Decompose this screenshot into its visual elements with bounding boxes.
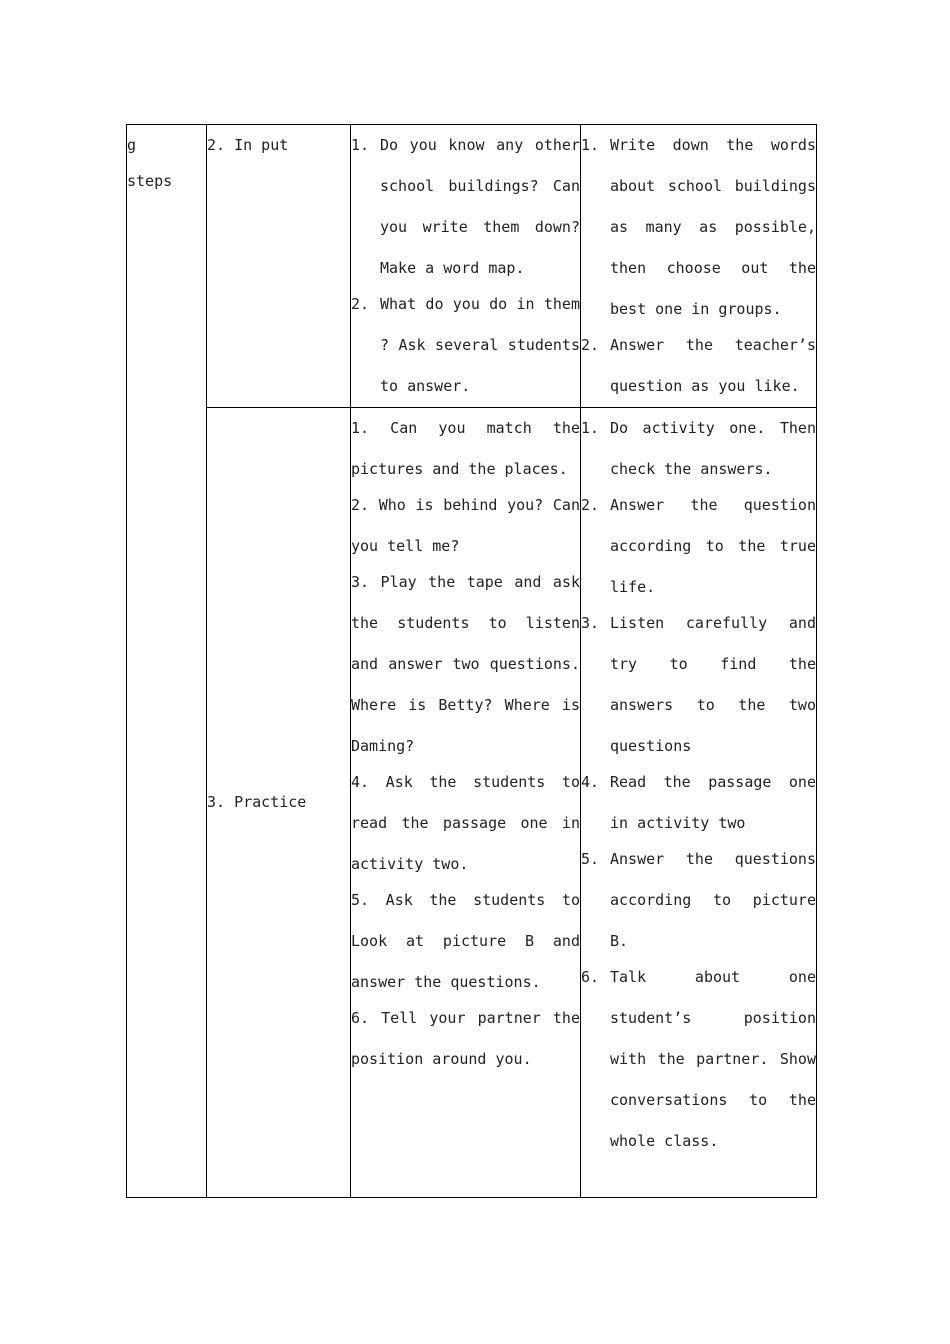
teacher-item: 5. Ask the students to Look at picture B and answer the questions. <box>351 891 580 991</box>
item-text: Read the passage one in activity two <box>610 773 816 832</box>
list-item <box>351 284 580 407</box>
item-number: 5. <box>581 850 600 868</box>
teacher-item: 2. Who is behind you? Can you tell me? <box>351 496 580 555</box>
step-cell-input <box>207 125 351 408</box>
teacher-activity-cell <box>351 408 581 1198</box>
step-label: 3. Practice <box>207 793 307 811</box>
list-item <box>351 125 580 289</box>
item-number: 2. <box>351 295 370 313</box>
list-item <box>581 762 816 844</box>
list-item <box>581 603 816 767</box>
teacher-item: 1. Can you match the pictures and the places. <box>351 419 580 478</box>
list-item <box>581 957 816 1162</box>
lesson-plan-table <box>126 124 817 1198</box>
stage-label-line: g <box>127 136 137 154</box>
teacher-item: 4. Ask the students to read the passage one in activity two. <box>351 773 580 873</box>
list-item <box>581 408 816 490</box>
item-number: 2. <box>581 336 600 354</box>
step-label: 2. In put <box>207 136 289 154</box>
item-text: Listen carefully and try to find the answers to the two questions <box>610 614 816 755</box>
item-text: Talk about one student’s position with the partner. Show conversations to the whole class. <box>610 968 816 1150</box>
item-number: 1. <box>581 136 600 154</box>
item-text: What do you do in them ? Ask several students to answer. <box>380 295 580 395</box>
teacher-item: 6. Tell your partner the position around you. <box>351 1009 580 1068</box>
item-number: 3. <box>581 614 600 632</box>
item-text: Do you know any other school buildings? Can you write them down? Make a word map. <box>380 136 580 277</box>
list-item <box>581 325 816 407</box>
teacher-activity-cell <box>351 125 581 408</box>
list-item <box>581 125 816 330</box>
item-number: 1. <box>581 419 600 437</box>
item-text: Answer the questions according to picture B. <box>610 850 816 950</box>
list-item <box>581 839 816 962</box>
stage-label-line: steps <box>127 172 173 190</box>
item-text: Answer the question according to the true life. <box>610 496 816 596</box>
item-text: Write down the words about school buildings as many as possible, then choose out the best one in groups. <box>610 136 816 318</box>
list-item <box>581 485 816 608</box>
student-activity-cell <box>581 408 817 1198</box>
item-number: 4. <box>581 773 600 791</box>
student-activity-cell <box>581 125 817 408</box>
item-number: 2. <box>581 496 600 514</box>
item-text: Do activity one. Then check the answers. <box>610 419 816 478</box>
item-number: 1. <box>351 136 370 154</box>
item-number: 6. <box>581 968 600 986</box>
item-text: Answer the teacher’s question as you like. <box>610 336 816 395</box>
teacher-item: 3. Play the tape and ask the students to listen and answer two questions. Where is Betty? Where is Daming? <box>351 573 580 755</box>
step-cell-practice <box>207 408 351 1198</box>
table-row-input <box>127 125 817 408</box>
table-row-practice <box>127 408 817 1198</box>
stage-cell <box>127 125 207 1198</box>
